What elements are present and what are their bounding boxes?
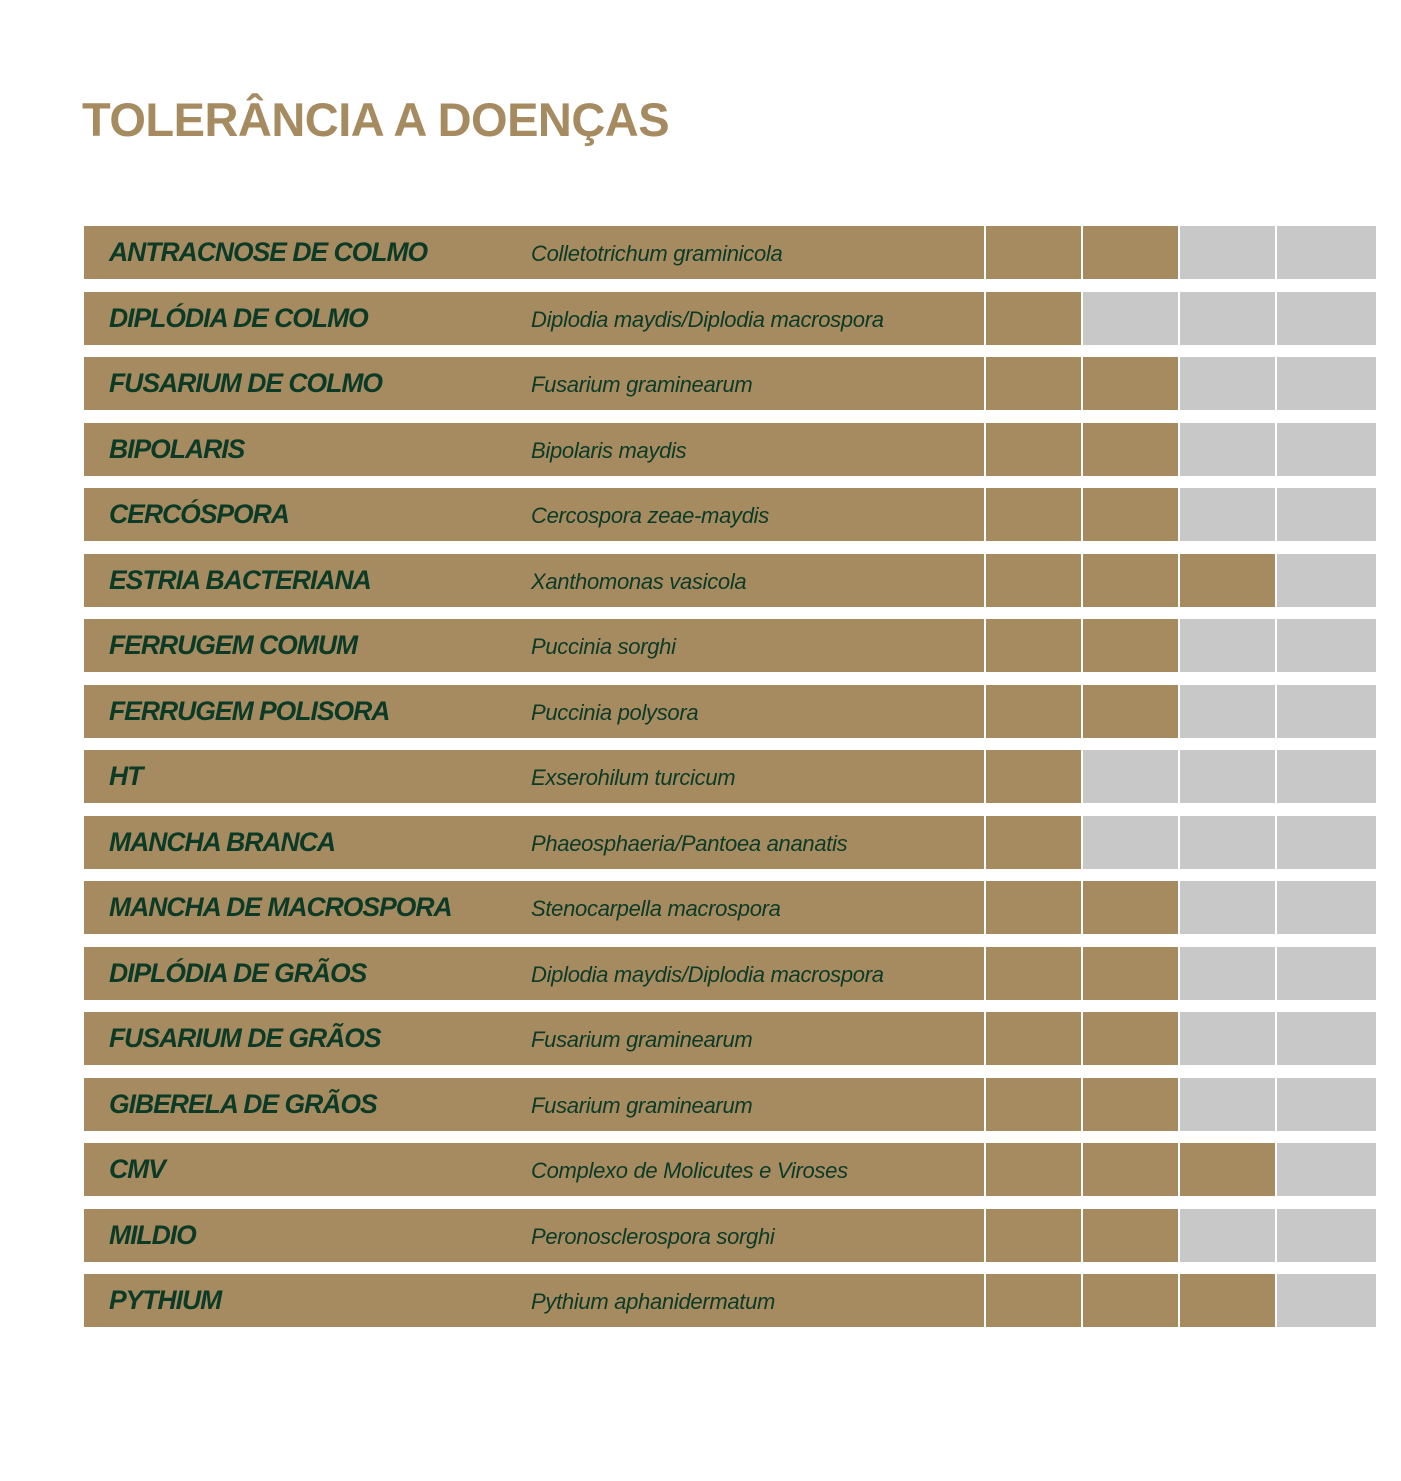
disease-name: DIPLÓDIA DE COLMO: [109, 302, 368, 333]
scientific-name: Cercospora zeae-maydis: [531, 503, 769, 528]
disease-name: GIBERELA DE GRÃOS: [109, 1088, 377, 1119]
rating-cell-empty: [1277, 947, 1376, 1000]
rating-cell-filled: [1083, 1274, 1178, 1327]
disease-label-block: [84, 488, 984, 541]
rating-cell-empty: [1083, 816, 1178, 869]
disease-row: [84, 1078, 1376, 1131]
rating-cell-filled: [1083, 554, 1178, 607]
disease-name: DIPLÓDIA DE GRÃOS: [109, 957, 367, 988]
disease-name: MILDIO: [109, 1219, 196, 1250]
rating-cell-empty: [1277, 423, 1376, 476]
rating-cell-empty: [1180, 816, 1275, 869]
rating-cell-filled: [1083, 357, 1178, 410]
rating-cell-filled: [1180, 1274, 1275, 1327]
disease-label-block: [84, 685, 984, 738]
rating-cell-filled: [1083, 1078, 1178, 1131]
disease-name: FUSARIUM DE GRÃOS: [109, 1023, 381, 1053]
rating-cell-filled: [1083, 619, 1178, 672]
disease-label-block: [84, 1012, 984, 1065]
rating-cell-empty: [1277, 619, 1376, 672]
disease-label-block: [84, 1209, 984, 1262]
rating-cell-filled: [1083, 1209, 1178, 1262]
rating-cell-filled: [986, 1274, 1081, 1327]
rating-cell-empty: [1277, 1209, 1376, 1262]
rating-cell-empty: [1180, 881, 1275, 934]
scientific-name: Puccinia sorghi: [531, 634, 676, 659]
rating-cell-filled: [1180, 1143, 1275, 1196]
rating-cell-empty: [1180, 685, 1275, 738]
scientific-name: Bipolaris maydis: [531, 437, 687, 463]
disease-name: FERRUGEM COMUM: [109, 630, 358, 660]
disease-name: HT: [109, 761, 143, 791]
rating-cell-empty: [1277, 1078, 1376, 1131]
rating-cell-filled: [986, 816, 1081, 869]
rating-cell-filled: [986, 881, 1081, 934]
disease-label-block: [84, 1078, 984, 1131]
rating-cell-empty: [1180, 292, 1275, 345]
disease-name: CMV: [109, 1154, 165, 1184]
disease-name: MANCHA DE MACROSPORA: [109, 892, 452, 922]
disease-label-block: [84, 816, 984, 869]
rating-cell-filled: [1083, 1143, 1178, 1196]
rating-cell-filled: [1083, 947, 1178, 1000]
disease-row: [84, 423, 1376, 476]
disease-name: FERRUGEM POLISORA: [109, 695, 390, 726]
disease-row: [84, 750, 1376, 803]
disease-label-block: [84, 226, 984, 279]
scientific-name: Fusarium graminearum: [531, 1092, 753, 1118]
rating-cell-empty: [1180, 488, 1275, 541]
disease-label-block: [84, 1274, 984, 1327]
rating-cell-filled: [986, 488, 1081, 541]
rating-cell-filled: [986, 1143, 1081, 1196]
scientific-name: Peronosclerospora sorghi: [531, 1223, 775, 1249]
rating-cell-filled: [986, 685, 1081, 738]
disease-row: [84, 1143, 1376, 1196]
disease-row: [84, 226, 1376, 279]
rating-cell-empty: [1277, 488, 1376, 541]
rating-cell-filled: [1083, 1012, 1178, 1065]
disease-tolerance-table: [84, 226, 1376, 1340]
scientific-name: Complexo de Molicutes e Viroses: [531, 1158, 848, 1183]
rating-cell-empty: [1180, 619, 1275, 672]
rating-cell-empty: [1277, 685, 1376, 738]
scientific-name: Puccinia polysora: [531, 699, 699, 725]
rating-cell-empty: [1180, 1209, 1275, 1262]
rating-cell-filled: [986, 947, 1081, 1000]
rating-cell-empty: [1180, 947, 1275, 1000]
disease-name: BIPOLARIS: [109, 433, 245, 464]
disease-row: [84, 357, 1376, 410]
rating-cell-empty: [1277, 292, 1376, 345]
disease-label-block: [84, 750, 984, 803]
scientific-name: Fusarium graminearum: [531, 372, 753, 397]
scientific-name: Diplodia maydis/Diplodia macrospora: [531, 961, 884, 987]
scientific-name: Diplodia maydis/Diplodia macrospora: [531, 306, 884, 332]
rating-cell-empty: [1277, 816, 1376, 869]
rating-cell-filled: [1083, 685, 1178, 738]
rating-cell-empty: [1277, 226, 1376, 279]
disease-label-block: [84, 947, 984, 1000]
rating-cell-filled: [986, 1078, 1081, 1131]
disease-name: ESTRIA BACTERIANA: [109, 564, 371, 595]
rating-cell-filled: [986, 1012, 1081, 1065]
disease-row: [84, 1209, 1376, 1262]
rating-cell-filled: [986, 423, 1081, 476]
scientific-name: Stenocarpella macrospora: [531, 896, 781, 921]
disease-label-block: [84, 619, 984, 672]
rating-cell-empty: [1180, 1078, 1275, 1131]
scientific-name: Exserohilum turcicum: [531, 765, 736, 790]
rating-cell-empty: [1277, 1012, 1376, 1065]
disease-label-block: [84, 423, 984, 476]
rating-cell-filled: [1180, 554, 1275, 607]
disease-row: [84, 554, 1376, 607]
disease-row: [84, 1012, 1376, 1065]
rating-cell-filled: [986, 226, 1081, 279]
rating-cell-empty: [1180, 226, 1275, 279]
disease-label-block: [84, 881, 984, 934]
rating-cell-filled: [986, 619, 1081, 672]
disease-name: FUSARIUM DE COLMO: [109, 368, 383, 398]
disease-label-block: [84, 1143, 984, 1196]
rating-cell-empty: [1277, 750, 1376, 803]
disease-label-block: [84, 357, 984, 410]
rating-cell-filled: [1083, 881, 1178, 934]
disease-row: [84, 619, 1376, 672]
rating-cell-empty: [1180, 750, 1275, 803]
disease-name: MANCHA BRANCA: [109, 826, 335, 857]
rating-cell-empty: [1180, 1012, 1275, 1065]
disease-row: [84, 488, 1376, 541]
rating-cell-empty: [1083, 292, 1178, 345]
scientific-name: Colletotrichum graminicola: [531, 241, 783, 266]
disease-name: ANTRACNOSE DE COLMO: [109, 237, 428, 267]
rating-cell-filled: [1083, 423, 1178, 476]
disease-label-block: [84, 292, 984, 345]
rating-cell-filled: [986, 750, 1081, 803]
scientific-name: Phaeosphaeria/Pantoea ananatis: [531, 830, 848, 856]
disease-row: [84, 292, 1376, 345]
rating-cell-filled: [986, 357, 1081, 410]
disease-row: [84, 947, 1376, 1000]
rating-cell-empty: [1180, 357, 1275, 410]
scientific-name: Pythium aphanidermatum: [531, 1289, 776, 1314]
disease-name: CERCÓSPORA: [109, 499, 289, 529]
page-title: TOLERÂNCIA A DOENÇAS: [82, 93, 670, 146]
rating-cell-empty: [1277, 357, 1376, 410]
scientific-name: Xanthomonas vasicola: [531, 568, 747, 594]
rating-cell-filled: [986, 1209, 1081, 1262]
rating-cell-empty: [1180, 423, 1275, 476]
disease-row: [84, 816, 1376, 869]
disease-name: PYTHIUM: [109, 1285, 222, 1315]
rating-cell-filled: [1083, 488, 1178, 541]
rating-cell-empty: [1083, 750, 1178, 803]
rating-cell-filled: [986, 292, 1081, 345]
rating-cell-empty: [1277, 1274, 1376, 1327]
disease-row: [84, 1274, 1376, 1327]
rating-cell-empty: [1277, 881, 1376, 934]
rating-cell-empty: [1277, 554, 1376, 607]
rating-cell-filled: [1083, 226, 1178, 279]
scientific-name: Fusarium graminearum: [531, 1027, 753, 1052]
disease-label-block: [84, 554, 984, 607]
disease-row: [84, 685, 1376, 738]
disease-row: [84, 881, 1376, 934]
rating-cell-filled: [986, 554, 1081, 607]
rating-cell-empty: [1277, 1143, 1376, 1196]
